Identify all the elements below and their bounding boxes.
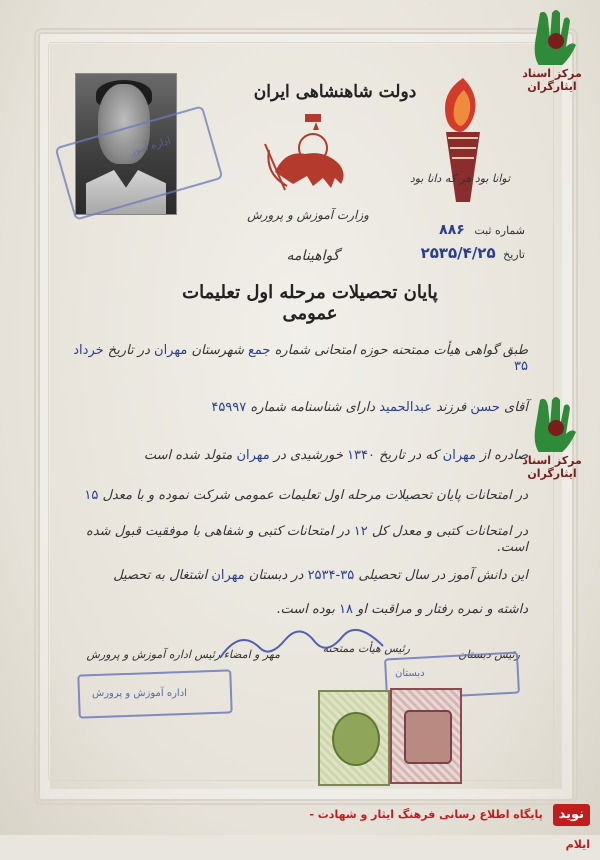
revenue-stamp-green bbox=[318, 690, 390, 786]
hand-logo-icon bbox=[522, 392, 582, 452]
top-logo-caption: مرکز اسناد ایثارگران bbox=[522, 67, 582, 93]
revenue-stamp-red bbox=[390, 688, 462, 784]
hand-logo-icon bbox=[522, 5, 582, 65]
office-stamp-text: اداره آموزش و پرورش bbox=[92, 688, 187, 699]
body-line-5: در امتحانات کتبی و معدل کل ۱۲ در امتحانات کتبی و شفاهی با موفقیت قبول شده است. bbox=[86, 524, 528, 555]
photo-stamp-text: اداره آموز bbox=[129, 135, 173, 158]
motto: توانا بود هر که دانا بود bbox=[409, 172, 511, 185]
body-line-2: آقای حسن فرزند عبدالحمید دارای شناسنامه شماره ۴۵۹۹۷ bbox=[211, 400, 528, 415]
registration-label: شماره ثبت bbox=[474, 224, 525, 237]
body-line-6: این دانش آموز در سال تحصیلی ۳۵-۲۵۳۴ در دبستان مهران اشتغال به تحصیل bbox=[113, 568, 528, 583]
exam-head-label: رئیس هیأت ممتحنه bbox=[322, 642, 410, 655]
middle-logo bbox=[508, 392, 596, 480]
issue-date: ۲۵۳۵/۴/۲۵ bbox=[420, 244, 496, 262]
country-title: دولت شاهنشاهی ایران bbox=[253, 82, 417, 102]
issue-date-row bbox=[390, 244, 525, 262]
torch-icon bbox=[418, 68, 508, 208]
principal-label: رئیس دبستان bbox=[458, 648, 520, 661]
body-line-4: در امتحانات پایان تحصیلات مرحله اول تعلیمات عمومی شرکت نموده و با معدل ۱۵ bbox=[84, 488, 528, 503]
footer-banner bbox=[290, 800, 590, 851]
footer-brand: نوید bbox=[553, 804, 590, 826]
registration-number-row bbox=[395, 222, 525, 238]
certificate-title: پایان تحصیلات مرحله اول تعلیمات عمومی bbox=[182, 282, 438, 324]
handwritten-signature bbox=[210, 618, 390, 678]
footer-text: پایگاه اطلاع رسانی فرهنگ ایثار و شهادت - ایلام bbox=[309, 808, 590, 851]
middle-logo-caption: مرکز اسناد ایثارگران bbox=[522, 454, 582, 480]
lion-and-sun-emblem bbox=[255, 110, 365, 200]
ministry-name: وزارت آموزش و پرورش bbox=[247, 208, 369, 222]
issue-date-label: تاریخ bbox=[503, 248, 525, 261]
document-type: گواهینامه bbox=[286, 248, 340, 264]
body-line-3: صادره از مهران که در تاریخ ۱۳۴۰ خورشیدی در مهران متولد شده است bbox=[143, 448, 528, 463]
body-line-7: داشته و نمره رفتار و مراقبت او ۱۸ بوده است. bbox=[276, 602, 528, 617]
principal-stamp-text: دبستان bbox=[395, 668, 425, 679]
registration-number: ۸۸۶ bbox=[439, 222, 465, 238]
top-logo bbox=[508, 5, 596, 93]
body-line-1: طبق گواهی هیأت ممتحنه حوزه امتحانی شماره جمع شهرستان مهران در تاریخ خرداد ۳۵ bbox=[73, 343, 528, 374]
official-signature-label: مهر و امضاء رئیس اداره آموزش و پرورش bbox=[86, 648, 280, 661]
